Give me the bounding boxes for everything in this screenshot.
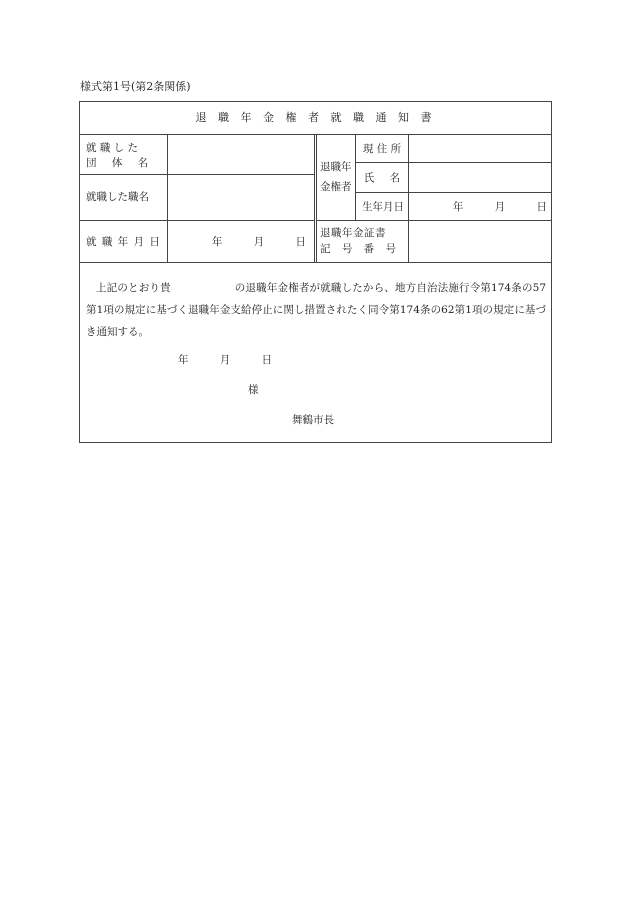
org-label-line2: 団 体 名	[86, 157, 149, 169]
org-label-line1: 就 職 し た	[86, 142, 139, 154]
birthdate-value[interactable]: 年 月 日	[452, 201, 547, 213]
row-divider	[355, 192, 551, 193]
column-divider	[355, 134, 356, 220]
addressee-suffix: 様	[248, 384, 259, 396]
birthdate-label: 生年月日	[362, 201, 404, 213]
row-divider	[355, 162, 551, 163]
notification-form	[79, 101, 552, 443]
sender-name: 舞鶴市長	[292, 414, 334, 426]
column-divider	[408, 134, 409, 262]
notice-body-text: 上記のとおり貴 の退職年金権者が就職したから、地方自治法施行令第174条の57第1項の規定に基づく退職年金支給停止に関し措置されたく同令第174条の62第1項の規定に基づき通知する。	[86, 282, 546, 338]
row-divider	[80, 220, 314, 221]
employment-date-value[interactable]: 年 月 日	[211, 236, 306, 248]
column-divider	[316, 134, 317, 262]
notice-body-section	[80, 263, 551, 442]
cert-label-line1: 退職年金証書	[320, 227, 386, 239]
name-label: 氏 名	[363, 172, 401, 184]
notice-date: 年 月 日	[178, 354, 273, 366]
position-label: 就職した職名	[86, 191, 149, 203]
column-divider	[314, 134, 315, 262]
form-number-caption: 様式第1号(第2条関係)	[80, 80, 191, 93]
employment-date-label: 就 職 年 月 日	[86, 236, 160, 248]
row-divider	[316, 220, 551, 221]
pensioner-group-label-line2: 金権者	[320, 181, 352, 193]
column-divider	[167, 134, 168, 262]
form-title: 退 職 年 金 権 者 就 職 通 知 書	[195, 111, 436, 124]
address-label: 現 住 所	[362, 143, 402, 155]
pensioner-group-label-line1: 退職年	[320, 161, 352, 173]
cert-label-line2: 記 号 番 号	[320, 243, 397, 255]
row-divider	[80, 174, 314, 175]
